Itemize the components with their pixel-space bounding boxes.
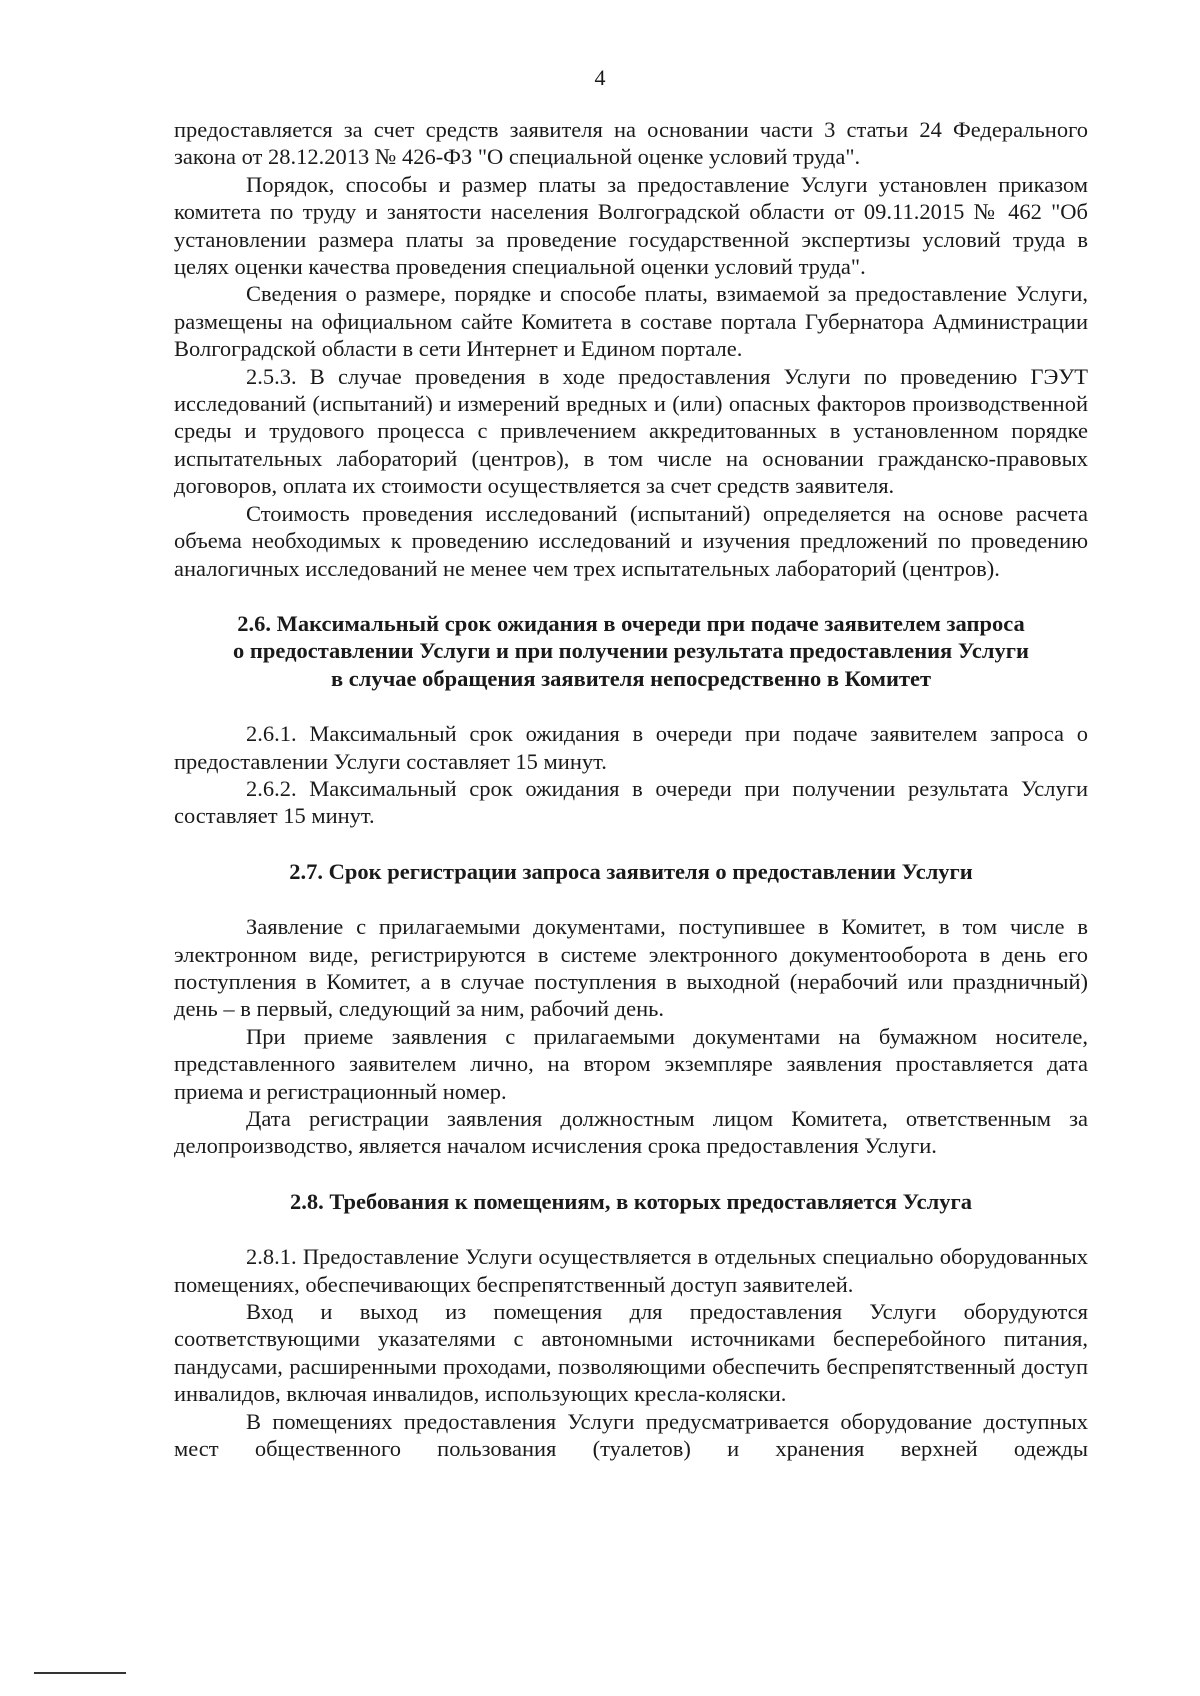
paragraph: Вход и выход из помещения для предоставления Услуги оборудуются соответствующими указателями с автономными источниками бесперебойного питания, пандусами, расширенными проходами, позволяющими обеспечить беспрепятственный доступ инвалидов, включая инвалидов, использующих кресла-коляски. [174,1299,1088,1407]
section-heading-line: в случае обращения заявителя непосредственно в Комитет [330,665,932,691]
section-heading-line: о предоставлении Услуги и при получении результата предоставления Услуги [233,638,1029,664]
paragraph: Сведения о размере, порядке и способе платы, взимаемой за предоставление Услуги, размещены на официальном сайте Комитета в составе портала Губернатора Администрации Волгоградской области в сети Интернет и Едином портале. [174,281,1088,362]
paragraph: 2.6.1. Максимальный срок ожидания в очереди при подаче заявителем запроса о предоставлении Услуги составляет 15 минут. [174,721,1088,774]
document-body [174,116,1088,1462]
paragraph: 2.5.3. В случае проведения в ходе предоставления Услуги по проведению ГЭУТ исследований (испытаний) и измерений вредных и (или) опасных факторов производственной среды и трудового процесса с привлечением аккредитованных в установленном порядке испытательных лабораторий (центров), в том числе на основании гражданско-правовых договоров, оплата их стоимости осуществляется за счет средств заявителя. [174,363,1088,499]
paragraph: 2.8.1. Предоставление Услуги осуществляется в отдельных специально оборудованных помещениях, обеспечивающих беспрепятственный доступ заявителей. [174,1244,1088,1297]
paragraph: Дата регистрации заявления должностным лицом Комитета, ответственным за делопроизводство, является началом исчисления срока предоставления Услуги. [174,1106,1088,1159]
section-heading [174,1188,1088,1215]
page-number: 4 [594,65,606,90]
section-heading-line: 2.6. Максимальный срок ожидания в очереди при подаче заявителем запроса [237,610,1025,636]
section-heading-line: 2.8. Требования к помещениям, в которых предоставляется Услуга [289,1188,973,1214]
section-heading [174,610,1088,692]
paragraph: Стоимость проведения исследований (испытаний) определяется на основе расчета объема необходимых к проведению исследований и изучения предложений по проведению аналогичных исследований не менее чем трех испытательных лабораторий (центров). [174,500,1088,581]
paragraph: При приеме заявления с прилагаемыми документами на бумажном носителе, представленного заявителем лично, на втором экземпляре заявления проставляется дата приема и регистрационный номер. [174,1023,1088,1104]
section-heading [174,858,1088,885]
paragraph: Порядок, способы и размер платы за предоставление Услуги установлен приказом комитета по труду и занятости населения Волгоградской области от 09.11.2015 № 462 "Об установлении размера платы за проведение государственной экспертизы условий труда в целях оценки качества проведения специальной оценки условий труда". [174,171,1088,280]
section-heading-line: 2.7. Срок регистрации запроса заявителя о предоставлении Услуги [289,858,973,884]
paragraph: предоставляется за счет средств заявителя на основании части 3 статьи 24 Федерального закона от 28.12.2013 № 426-ФЗ "О специальной оценке условий труда". [174,117,1088,170]
paragraph: Заявление с прилагаемыми документами, поступившее в Комитет, в том числе в электронном виде, регистрируются в системе электронного документооборота в день его поступления в Комитет, а в случае поступления в выходной (нерабочий или праздничный) день – в первый, следующий за ним, рабочий день. [174,914,1088,1022]
paragraph: В помещениях предоставления Услуги предусматривается оборудование доступных мест общественного пользования (туалетов) и хранения верхней одежды [174,1408,1088,1462]
paragraph: 2.6.2. Максимальный срок ожидания в очереди при получении результата Услуги составляет 15 минут. [174,775,1088,829]
footer-rule [34,1672,126,1674]
